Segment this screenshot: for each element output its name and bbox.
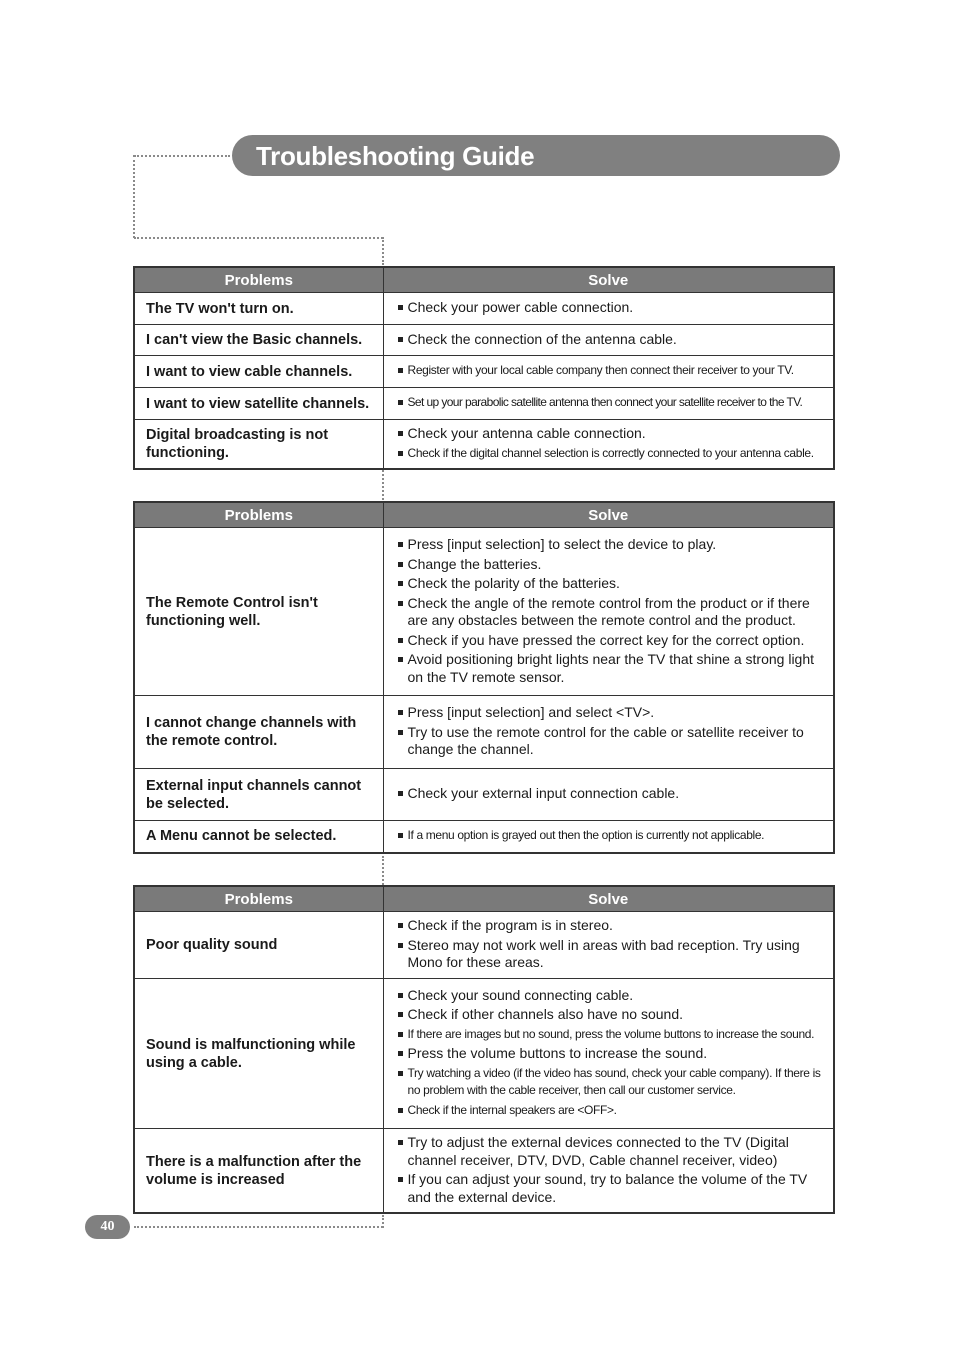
problem-cell: Poor quality sound <box>134 912 383 979</box>
solution-item: Check if the digital channel selection is correctly connected to your antenna cable. <box>398 445 826 463</box>
troubleshooting-table-3 <box>133 885 835 1214</box>
dotted-line-top <box>134 155 230 157</box>
solution-item: Press [input selection] and select <TV>. <box>398 704 826 722</box>
dotted-line-mid <box>134 237 383 239</box>
solution-cell <box>383 821 834 853</box>
solution-item: Check your sound connecting cable. <box>398 987 826 1005</box>
solution-item: Press the volume buttons to increase the sound. <box>398 1045 826 1063</box>
solve-header: Solve <box>383 886 834 912</box>
problem-cell: A Menu cannot be selected. <box>134 821 383 853</box>
troubleshooting-table-1 <box>133 266 835 470</box>
solution-cell <box>383 1129 834 1214</box>
solution-item: Avoid positioning bright lights near the TV that shine a strong light on the TV remote sensor. <box>398 651 826 686</box>
table-row <box>134 821 834 853</box>
table-header <box>134 502 834 528</box>
solution-cell <box>383 912 834 979</box>
solution-item: Check if you have pressed the correct key for the correct option. <box>398 632 826 650</box>
solve-header: Solve <box>383 502 834 528</box>
problem-cell: I cannot change channels with the remote control. <box>134 696 383 769</box>
problem-cell: The TV won't turn on. <box>134 293 383 325</box>
dotted-connector-1 <box>382 237 384 265</box>
solution-item: If a menu option is grayed out then the option is currently not applicable. <box>398 827 826 845</box>
table-row <box>134 696 834 769</box>
solution-item: Check your antenna cable connection. <box>398 425 826 443</box>
table-row <box>134 1129 834 1214</box>
solution-item: Change the batteries. <box>398 556 826 574</box>
solution-cell <box>383 293 834 325</box>
problem-cell: The Remote Control isn't functioning well. <box>134 528 383 696</box>
solution-item: Press [input selection] to select the device to play. <box>398 536 826 554</box>
problem-cell: Sound is malfunctioning while using a cable. <box>134 979 383 1129</box>
table-header <box>134 886 834 912</box>
page-number: 40 <box>100 1219 115 1234</box>
solution-item: Check your power cable connection. <box>398 299 826 317</box>
solution-cell <box>383 420 834 470</box>
problems-header: Problems <box>134 502 383 528</box>
solution-cell <box>383 528 834 696</box>
solution-item: Check the connection of the antenna cable. <box>398 331 826 349</box>
page-number-badge <box>85 1215 130 1239</box>
problem-cell: There is a malfunction after the volume is increased <box>134 1129 383 1214</box>
troubleshooting-table-2 <box>133 501 835 854</box>
solution-item: Register with your local cable company then connect their receiver to your TV. <box>398 362 826 380</box>
table-row <box>134 293 834 325</box>
problem-cell: External input channels cannot be selected. <box>134 769 383 821</box>
dotted-line-bottom <box>134 1226 383 1228</box>
table-row <box>134 528 834 696</box>
dotted-connector-2 <box>382 470 384 500</box>
solution-item: Check the angle of the remote control from the product or if there are any obstacles between the remote control and the product. <box>398 595 826 630</box>
table-row <box>134 325 834 356</box>
title-bar <box>232 135 840 176</box>
solution-cell <box>383 388 834 420</box>
solution-cell <box>383 356 834 388</box>
problems-header: Problems <box>134 267 383 293</box>
solution-item: Stereo may not work well in areas with bad reception. Try using Mono for these areas. <box>398 937 826 972</box>
dotted-line-left <box>133 155 135 238</box>
solution-item: Check your external input connection cable. <box>398 785 826 803</box>
problem-cell: Digital broadcasting is not functioning. <box>134 420 383 470</box>
solution-item: Check if the internal speakers are <OFF>. <box>398 1102 826 1120</box>
table-row <box>134 979 834 1129</box>
solution-item: Check the polarity of the batteries. <box>398 575 826 593</box>
solution-item: If there are images but no sound, press the volume buttons to increase the sound. <box>398 1026 826 1044</box>
solution-item: Try to adjust the external devices connected to the TV (Digital channel receiver, DTV, DVD, Cable channel receiver, video) <box>398 1134 826 1169</box>
dotted-connector-3 <box>382 856 384 885</box>
table-row <box>134 388 834 420</box>
solution-item: Set up your parabolic satellite antenna then connect your satellite receiver to the TV. <box>398 394 832 412</box>
table-row <box>134 769 834 821</box>
solution-cell <box>383 325 834 356</box>
solution-item: Try to use the remote control for the cable or satellite receiver to change the channel. <box>398 724 826 759</box>
solution-cell <box>383 979 834 1129</box>
solution-item: Check if other channels also have no sound. <box>398 1006 826 1024</box>
page-title: Troubleshooting Guide <box>256 141 535 171</box>
problem-cell: I want to view satellite channels. <box>134 388 383 420</box>
solve-header: Solve <box>383 267 834 293</box>
problem-cell: I can't view the Basic channels. <box>134 325 383 356</box>
solution-cell <box>383 769 834 821</box>
table-row <box>134 356 834 388</box>
table-row <box>134 420 834 470</box>
solution-item: Try watching a video (if the video has sound, check your cable company). If there is no problem with the cable receiver, then call our customer service. <box>398 1065 826 1100</box>
table-row <box>134 912 834 979</box>
problems-header: Problems <box>134 886 383 912</box>
solution-item: If you can adjust your sound, try to balance the volume of the TV and the external device. <box>398 1171 826 1206</box>
table-header <box>134 267 834 293</box>
solution-cell <box>383 696 834 769</box>
problem-cell: I want to view cable channels. <box>134 356 383 388</box>
solution-item: Check if the program is in stereo. <box>398 917 826 935</box>
